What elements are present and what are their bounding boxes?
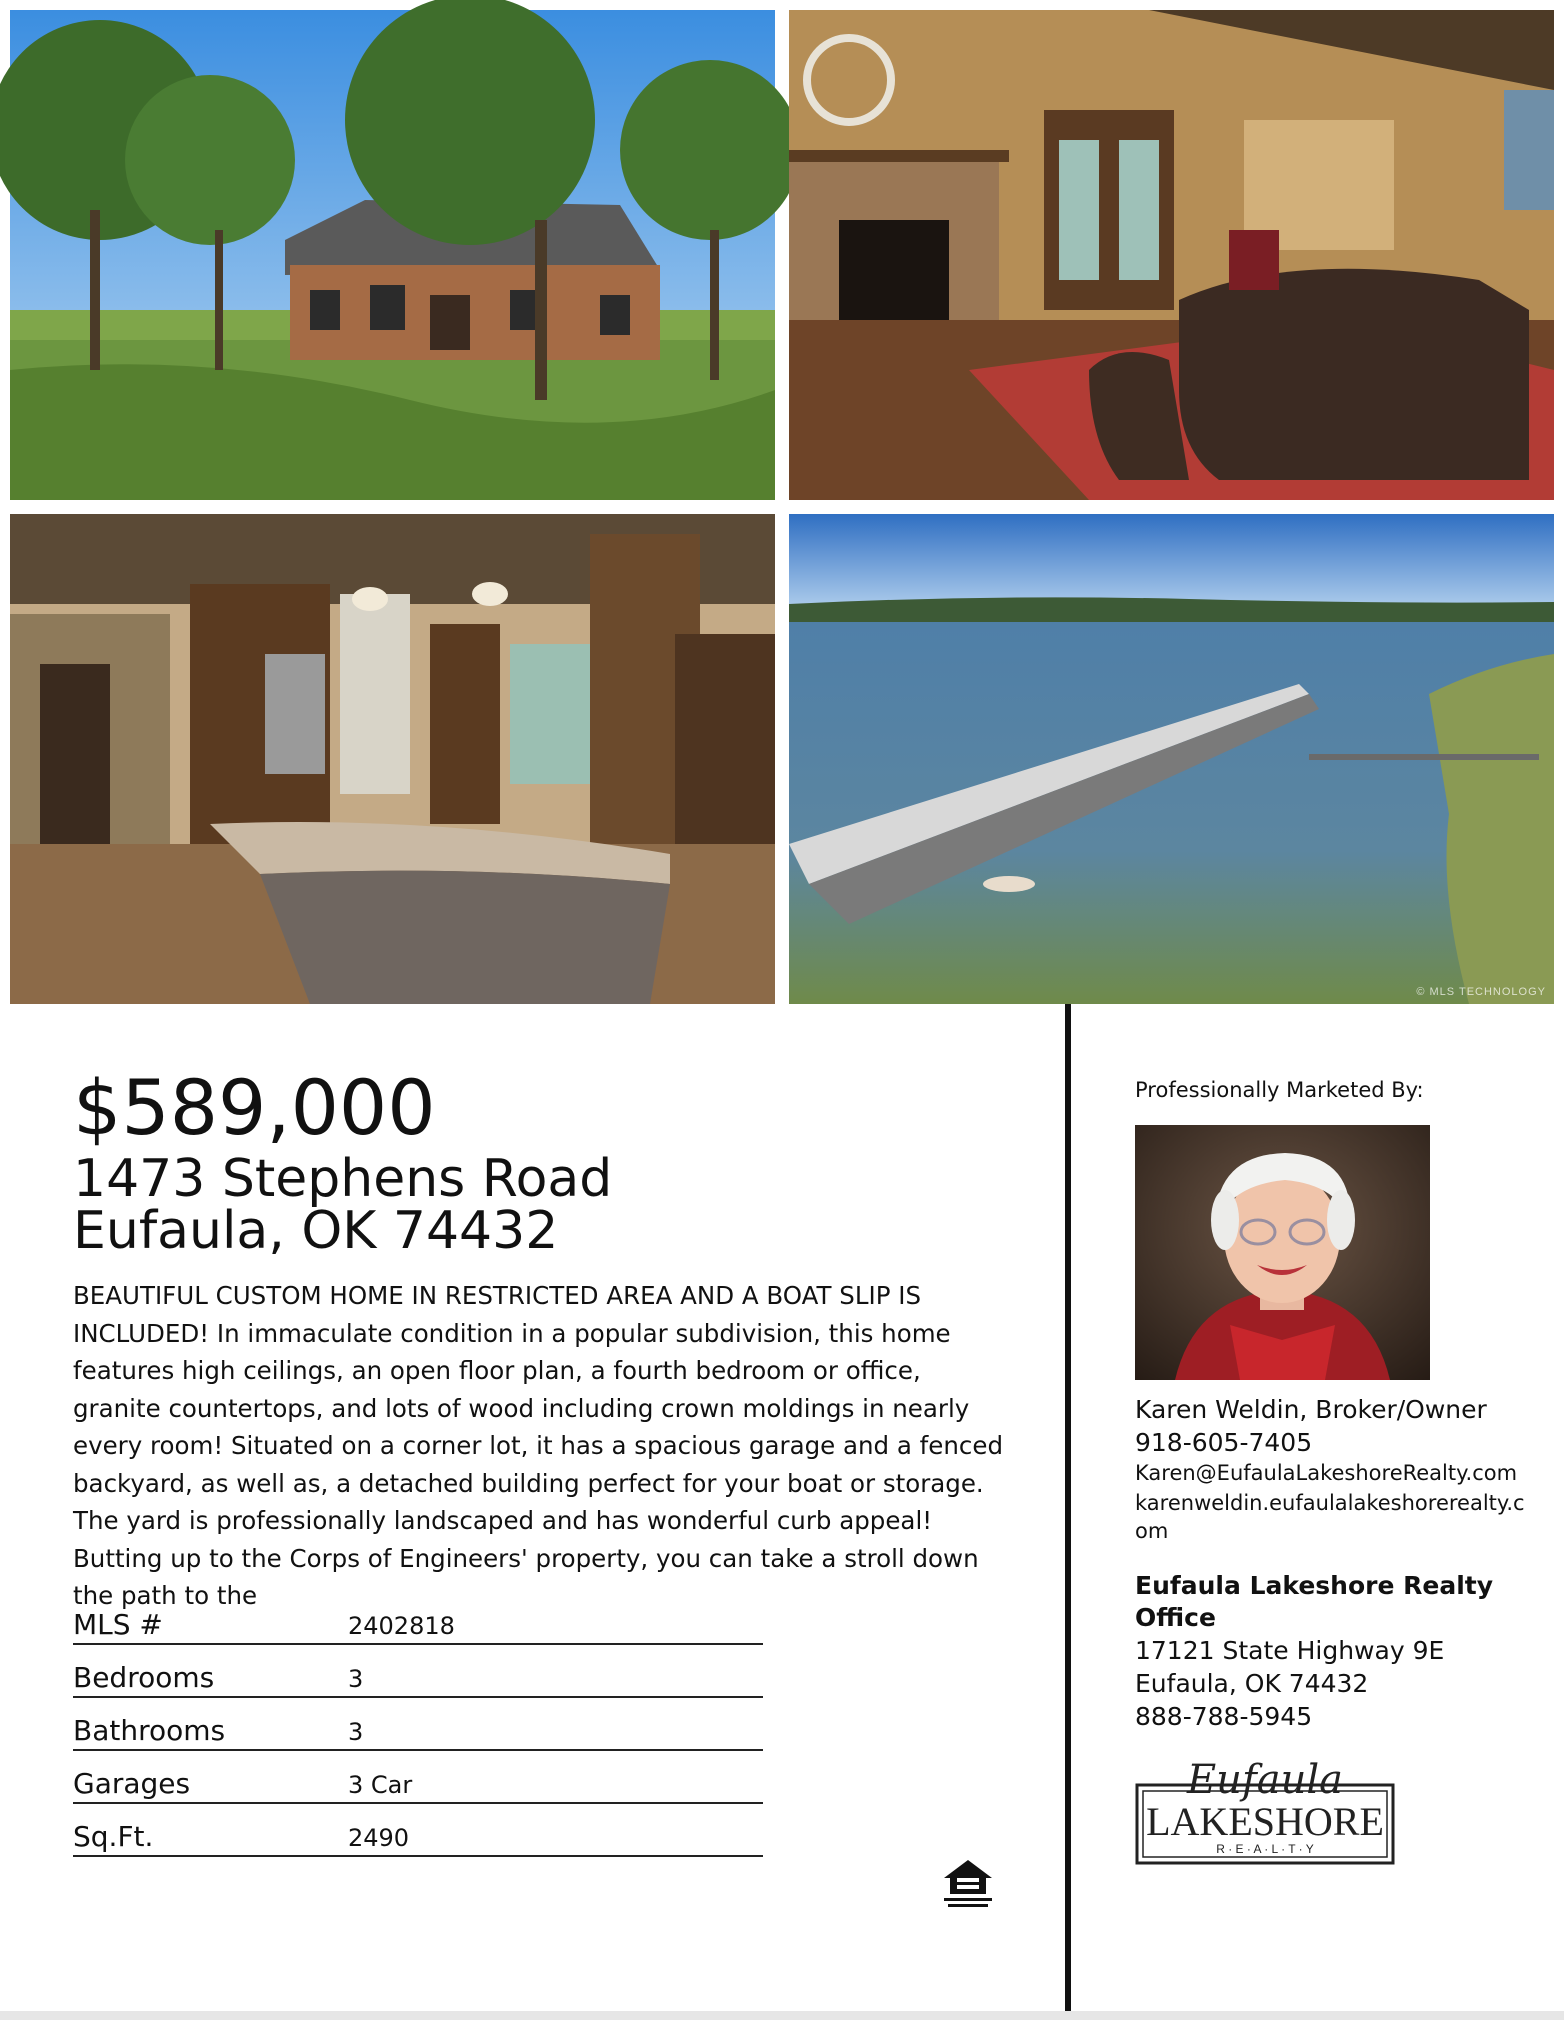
lake-dock-photo [789, 514, 1554, 1004]
agent-website: karenweldin.eufaulalakeshorerealty.com [1135, 1491, 1525, 1543]
details-label: Garages [73, 1767, 191, 1800]
details-label: MLS # [73, 1608, 163, 1641]
details-value: 2402818 [348, 1612, 455, 1640]
details-value: 2490 [348, 1824, 410, 1852]
logo-sub-text: R · E · A · L · T · Y [1216, 1842, 1314, 1856]
address-line-2: Eufaula, OK 74432 [73, 1201, 559, 1261]
details-row-bedrooms [73, 1647, 763, 1698]
equal-housing-icon [942, 1858, 994, 1910]
page-bottom-strip [0, 2011, 1564, 2020]
agent-name: Karen Weldin, Broker/Owner [1135, 1395, 1487, 1424]
agent-email: Karen@EufaulaLakeshoreRealty.com [1135, 1461, 1518, 1485]
logo-main-text: LAKESHORE [1146, 1799, 1384, 1844]
details-label: Sq.Ft. [73, 1820, 154, 1853]
details-row-bathrooms [73, 1700, 763, 1751]
details-value: 3 [348, 1718, 364, 1746]
kitchen-photo [10, 514, 775, 1004]
marketed-by-heading: Professionally Marketed By: [1135, 1078, 1424, 1102]
agent-phone: 918-605-7405 [1135, 1428, 1313, 1457]
column-divider [1065, 1004, 1071, 2011]
living-room-photo [789, 10, 1554, 500]
office-address-line-2: Eufaula, OK 74432 [1135, 1669, 1369, 1698]
office-address-line-1: 17121 State Highway 9E [1135, 1636, 1445, 1665]
mls-watermark: © MLS TECHNOLOGY [1416, 986, 1546, 998]
details-table [73, 1594, 763, 1857]
details-row-sqft [73, 1806, 763, 1857]
agent-portrait [1135, 1125, 1430, 1380]
address-line-1: 1473 Stephens Road [73, 1149, 613, 1209]
details-value: 3 Car [348, 1771, 413, 1799]
logo-script-text: Eufaula [1186, 1757, 1344, 1803]
details-label: Bedrooms [73, 1661, 215, 1694]
office-phone: 888-788-5945 [1135, 1702, 1313, 1731]
listing-price: $589,000 [73, 1063, 436, 1152]
exterior-photo [10, 10, 775, 500]
details-row-mls [73, 1594, 763, 1645]
listing-description: BEAUTIFUL CUSTOM HOME IN RESTRICTED AREA AND A BOAT SLIP IS INCLUDED! In immaculate condition in a popular subdivision, this home features high ceilings, an open floor plan, a fourth bedroom or office, granite countertops, and lots of wood including crown moldings in nearly every room! Situated on a corner lot, it has a spacious garage and a fenced backyard, as well as, a detached building perfect for your boat or storage. The yard is professionally landscaped and has wonderful curb appeal! Butting up to the Corps of Engineers' property, you can take a stroll down the path to the [73, 1281, 1004, 1610]
details-row-garages [73, 1753, 763, 1804]
company-logo [1135, 1755, 1395, 1865]
office-name: Eufaula Lakeshore Realty Office [1135, 1571, 1494, 1632]
details-label: Bathrooms [73, 1714, 226, 1747]
details-value: 3 [348, 1665, 364, 1693]
